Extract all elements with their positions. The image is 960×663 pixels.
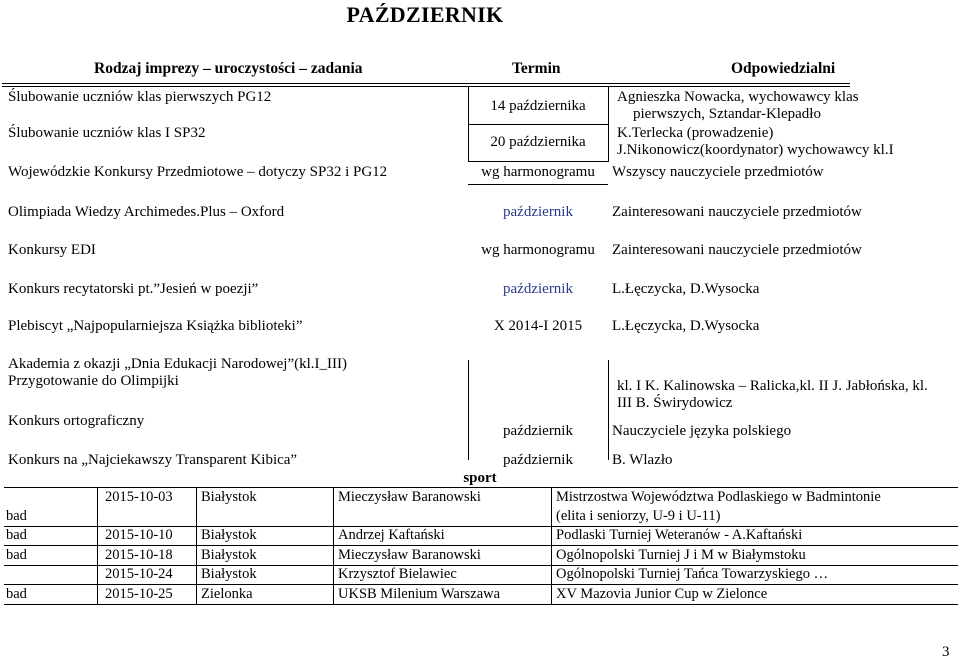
date-cell: wg harmonogramu: [481, 242, 595, 258]
table-top-border: [2, 83, 850, 84]
sport-place-cell: Zielonka: [201, 586, 253, 602]
event-cell: Olimpiada Wiedzy Archimedes.Plus – Oxford: [8, 204, 285, 220]
date-cell: 14 października: [490, 98, 586, 114]
sport-column-border: [551, 487, 552, 604]
responsible-cell: Wszyscy nauczyciele przedmiotów: [612, 164, 824, 180]
event-cell: Konkurs recytatorski pt.”Jesień w poezji”: [8, 281, 259, 297]
event-cell: Konkursy EDI: [8, 242, 96, 258]
sport-event-cell: Ogólnopolski Turniej J i M w Białymstoku: [556, 547, 806, 563]
sport-event-cell-line: (elita i seniorzy, U-9 i U-11): [556, 508, 721, 524]
sport-person-cell: Krzysztof Bielawiec: [338, 566, 457, 582]
header-date: Termin: [512, 60, 561, 77]
date-cell: październik: [503, 452, 573, 468]
sport-place-cell: Białystok: [201, 566, 257, 582]
sport-date-cell: 2015-10-25: [105, 586, 173, 602]
date-cell: październik: [503, 423, 573, 439]
sport-column-border: [97, 487, 98, 604]
date-cell: 20 października: [490, 134, 586, 150]
responsible-cell-line: pierwszych, Sztandar-Klepadło: [633, 106, 821, 122]
sport-date-cell: 2015-10-18: [105, 547, 173, 563]
sport-event-cell-line: Mistrzostwa Województwa Podlaskiego w Badmintonie: [556, 489, 881, 505]
sport-place-cell: Białystok: [201, 547, 257, 563]
responsible-cell: B. Wlazło: [612, 452, 673, 468]
event-cell: Ślubowanie uczniów klas pierwszych PG12: [8, 89, 272, 105]
responsible-cell-line: kl. I K. Kalinowska – Ralicka,kl. II J. Jabłońska, kl.: [617, 378, 928, 394]
sport-heading: sport: [463, 470, 497, 486]
responsible-cell-line: K.Terlecka (prowadzenie): [617, 125, 774, 141]
responsible-cell: Zainteresowani nauczyciele przedmiotów: [612, 242, 862, 258]
event-cell: Plebiscyt „Najpopularniejsza Książka biblioteki”: [8, 318, 303, 334]
event-cell: Konkurs ortograficzny: [8, 413, 145, 429]
responsible-cell-line: J.Nikonowicz(koordynator) wychowawcy kl.I: [617, 142, 894, 158]
sport-row-divider: [4, 545, 958, 546]
sport-date-cell: 2015-10-24: [105, 566, 173, 582]
responsible-cell: Zainteresowani nauczyciele przedmiotów: [612, 204, 862, 220]
responsible-cell: L.Łęczycka, D.Wysocka: [612, 318, 760, 334]
responsible-cell: L.Łęczycka, D.Wysocka: [612, 281, 760, 297]
sport-date-cell: 2015-10-03: [105, 489, 173, 505]
page-number: 3: [942, 644, 950, 660]
sport-person-cell: Andrzej Kaftański: [338, 527, 445, 543]
sport-type-cell: bad: [6, 527, 27, 543]
sport-person-cell: UKSB Milenium Warszawa: [338, 586, 501, 602]
date-column-right-border: [608, 87, 609, 162]
responsible-cell-line: Agnieszka Nowacka, wychowawcy klas: [617, 89, 859, 105]
responsible-cell-line: III B. Świrydowicz: [617, 395, 733, 411]
date-cell: październik: [503, 281, 573, 297]
event-cell: Ślubowanie uczniów klas I SP32: [8, 125, 206, 141]
sport-column-border: [333, 487, 334, 604]
sport-row-divider: [4, 584, 958, 585]
responsible-cell: Nauczyciele języka polskiego: [612, 423, 792, 439]
sport-person-cell: Mieczysław Baranowski: [338, 489, 481, 505]
date-column-left-border: [468, 360, 469, 460]
row-divider: [468, 161, 608, 162]
sport-table-bottom-border: [4, 604, 958, 605]
sport-column-border: [196, 487, 197, 604]
sport-person-cell: Mieczysław Baranowski: [338, 547, 481, 563]
date-cell: październik: [503, 204, 573, 220]
sport-table-top-border: [4, 487, 958, 488]
sport-event-cell: Podlaski Turniej Weteranów - A.Kaftański: [556, 527, 803, 543]
sport-type-cell: bad: [6, 547, 27, 563]
header-event: Rodzaj imprezy – uroczystości – zadania: [94, 60, 363, 77]
row-divider: [468, 184, 608, 185]
sport-date-cell: 2015-10-10: [105, 527, 173, 543]
event-cell: Wojewódzkie Konkursy Przedmiotowe – dotyczy SP32 i PG12: [8, 164, 388, 180]
sport-place-cell: Białystok: [201, 527, 257, 543]
sport-type-cell: bad: [6, 586, 27, 602]
sport-place-cell: Białystok: [201, 489, 257, 505]
header-responsible: Odpowiedzialni: [731, 60, 836, 77]
date-cell: wg harmonogramu: [481, 164, 595, 180]
sport-event-cell: XV Mazovia Junior Cup w Zielonce: [556, 586, 768, 602]
page-title: PAŹDZIERNIK: [346, 2, 504, 27]
event-cell: Konkurs na „Najciekawszy Transparent Kibica”: [8, 452, 298, 468]
date-cell: X 2014-I 2015: [493, 318, 583, 334]
row-divider: [468, 124, 608, 125]
event-cell: Przygotowanie do Olimpijki: [8, 373, 179, 389]
date-column-right-border: [608, 360, 609, 460]
table-header-bottom-border: [2, 86, 850, 87]
sport-type-cell: bad: [6, 508, 27, 524]
event-cell: Akademia z okazji „Dnia Edukacji Narodowej”(kl.I_III): [8, 356, 348, 372]
sport-event-cell: Ogólnopolski Turniej Tańca Towarzyskiego …: [556, 566, 829, 582]
